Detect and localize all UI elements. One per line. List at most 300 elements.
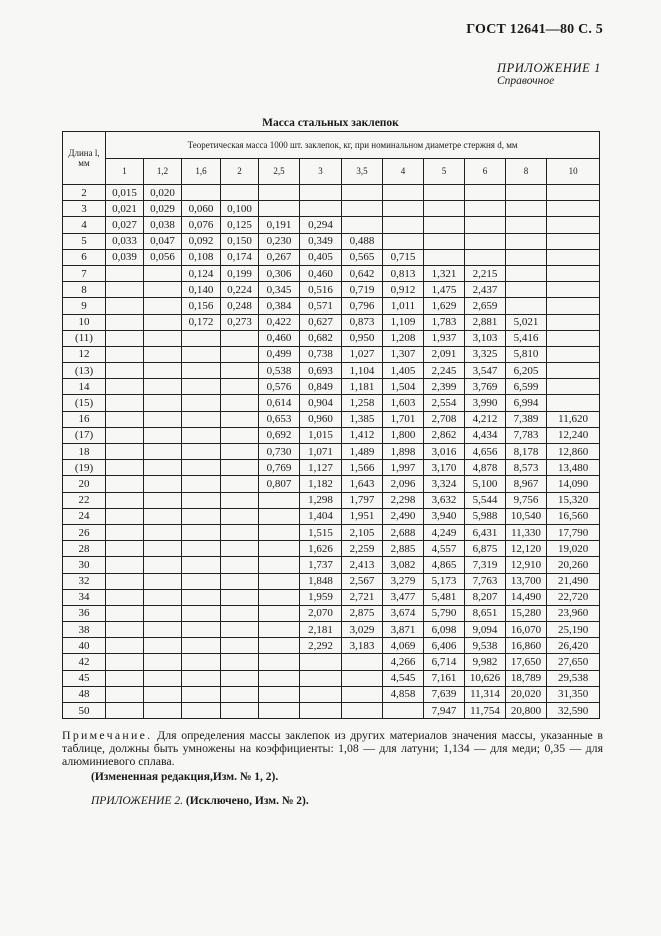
mass-cell: 6,431: [465, 524, 506, 540]
mass-cell: [182, 589, 221, 605]
mass-cell: 0,912: [383, 282, 424, 298]
mass-cell: 0,719: [342, 282, 383, 298]
mass-cell: 7,639: [424, 686, 465, 702]
mass-cell: 17,650: [506, 654, 547, 670]
mass-cell: [259, 589, 300, 605]
mass-cell: [424, 201, 465, 217]
table-row: [63, 605, 600, 621]
mass-cell: 1,504: [383, 379, 424, 395]
mass-cell: [383, 703, 424, 719]
mass-cell: [182, 444, 221, 460]
mass-cell: [300, 670, 342, 686]
mass-cell: 11,314: [465, 686, 506, 702]
mass-cell: [144, 395, 182, 411]
mass-cell: [221, 703, 259, 719]
mass-cell: 27,650: [547, 654, 600, 670]
mass-cell: 0,108: [182, 249, 221, 265]
mass-cell: [506, 249, 547, 265]
mass-cell: [424, 185, 465, 201]
mass-cell: [106, 379, 144, 395]
mass-cell: [182, 427, 221, 443]
mass-cell: 1,737: [300, 557, 342, 573]
mass-cell: 2,688: [383, 524, 424, 540]
mass-cell: [547, 185, 600, 201]
mass-cell: [259, 670, 300, 686]
length-cell: 12: [63, 346, 106, 362]
mass-cell: [506, 265, 547, 281]
mass-cell: [106, 654, 144, 670]
mass-cell: 9,094: [465, 622, 506, 638]
mass-cell: [259, 492, 300, 508]
note-paragraph: [62, 729, 603, 768]
table-row: [63, 201, 600, 217]
mass-cell: 2,292: [300, 638, 342, 654]
diameter-header-cell: 1,6: [182, 158, 221, 185]
mass-cell: 20,800: [506, 703, 547, 719]
mass-cell: 1,783: [424, 314, 465, 330]
mass-cell: 0,033: [106, 233, 144, 249]
table-row: [63, 298, 600, 314]
mass-cell: [144, 703, 182, 719]
table-row: [63, 427, 600, 443]
mass-cell: 4,069: [383, 638, 424, 654]
mass-cell: [506, 233, 547, 249]
table-row: [63, 541, 600, 557]
mass-cell: 2,413: [342, 557, 383, 573]
mass-cell: [259, 654, 300, 670]
mass-cell: [106, 427, 144, 443]
mass-cell: 7,763: [465, 573, 506, 589]
mass-cell: [144, 363, 182, 379]
mass-cell: [465, 233, 506, 249]
mass-cell: 0,047: [144, 233, 182, 249]
mass-cell: [221, 573, 259, 589]
mass-cell: [342, 703, 383, 719]
length-cell: 36: [63, 605, 106, 621]
mass-cell: 0,056: [144, 249, 182, 265]
mass-cell: 1,412: [342, 427, 383, 443]
mass-cell: 2,259: [342, 541, 383, 557]
mass-cell: 8,207: [465, 589, 506, 605]
mass-cell: 1,298: [300, 492, 342, 508]
mass-cell: 1,997: [383, 460, 424, 476]
mass-cell: 0,349: [300, 233, 342, 249]
mass-cell: 6,599: [506, 379, 547, 395]
diameter-header-cell: 10: [547, 158, 600, 185]
mass-cell: 4,434: [465, 427, 506, 443]
mass-cell: 8,967: [506, 476, 547, 492]
diameter-header-cell: 3: [300, 158, 342, 185]
mass-cell: [144, 265, 182, 281]
mass-cell: [547, 217, 600, 233]
mass-cell: 6,098: [424, 622, 465, 638]
length-cell: 4: [63, 217, 106, 233]
mass-cell: 0,273: [221, 314, 259, 330]
mass-cell: 4,865: [424, 557, 465, 573]
mass-cell: 0,769: [259, 460, 300, 476]
mass-cell: 1,104: [342, 363, 383, 379]
mass-cell: 0,682: [300, 330, 342, 346]
mass-cell: 0,460: [259, 330, 300, 346]
mass-cell: 3,940: [424, 508, 465, 524]
mass-cell: 0,653: [259, 411, 300, 427]
mass-cell: [300, 201, 342, 217]
mass-cell: 1,015: [300, 427, 342, 443]
length-cell: 14: [63, 379, 106, 395]
length-cell: 2: [63, 185, 106, 201]
mass-cell: 18,789: [506, 670, 547, 686]
table-title: Масса стальных заклепок: [262, 117, 399, 129]
mass-cell: [221, 476, 259, 492]
mass-cell: 1,385: [342, 411, 383, 427]
length-cell: 24: [63, 508, 106, 524]
mass-cell: [547, 395, 600, 411]
mass-cell: [506, 298, 547, 314]
mass-cell: 16,860: [506, 638, 547, 654]
mass-cell: 0,576: [259, 379, 300, 395]
table-row: [63, 379, 600, 395]
mass-cell: 10,626: [465, 670, 506, 686]
length-cell: 18: [63, 444, 106, 460]
mass-cell: [144, 638, 182, 654]
mass-cell: [221, 508, 259, 524]
mass-cell: [424, 249, 465, 265]
mass-cell: 1,959: [300, 589, 342, 605]
mass-cell: [182, 524, 221, 540]
mass-cell: 1,629: [424, 298, 465, 314]
mass-cell: 7,319: [465, 557, 506, 573]
mass-cell: 1,181: [342, 379, 383, 395]
mass-cell: 0,960: [300, 411, 342, 427]
mass-cell: 3,103: [465, 330, 506, 346]
mass-cell: 5,481: [424, 589, 465, 605]
mass-cell: 0,076: [182, 217, 221, 233]
length-cell: 26: [63, 524, 106, 540]
mass-cell: 0,020: [144, 185, 182, 201]
mass-cell: 5,544: [465, 492, 506, 508]
mass-cell: 15,280: [506, 605, 547, 621]
mass-cell: 0,267: [259, 249, 300, 265]
mass-cell: [182, 330, 221, 346]
mass-cell: [547, 249, 600, 265]
mass-cell: [144, 508, 182, 524]
mass-cell: 0,614: [259, 395, 300, 411]
mass-cell: [465, 201, 506, 217]
mass-cell: 0,124: [182, 265, 221, 281]
mass-cell: 31,350: [547, 686, 600, 702]
mass-cell: 6,406: [424, 638, 465, 654]
mass-cell: 2,490: [383, 508, 424, 524]
mass-cell: 3,016: [424, 444, 465, 460]
mass-cell: [221, 622, 259, 638]
mass-cell: 0,488: [342, 233, 383, 249]
mass-cell: [221, 686, 259, 702]
mass-cell: [221, 427, 259, 443]
mass-cell: 0,125: [221, 217, 259, 233]
mass-cell: 0,571: [300, 298, 342, 314]
mass-cell: 6,994: [506, 395, 547, 411]
mass-cell: 1,800: [383, 427, 424, 443]
mass-cell: 5,790: [424, 605, 465, 621]
mass-cell: [106, 411, 144, 427]
mass-cell: 8,651: [465, 605, 506, 621]
mass-cell: 9,756: [506, 492, 547, 508]
mass-cell: 1,626: [300, 541, 342, 557]
mass-cell: [106, 508, 144, 524]
note-lead: Примечание.: [62, 728, 153, 742]
mass-cell: 22,720: [547, 589, 600, 605]
mass-cell: 0,248: [221, 298, 259, 314]
mass-cell: 11,754: [465, 703, 506, 719]
mass-cell: [144, 314, 182, 330]
mass-cell: [144, 476, 182, 492]
mass-cell: [424, 233, 465, 249]
mass-cell: 0,029: [144, 201, 182, 217]
mass-cell: [383, 201, 424, 217]
mass-cell: 3,547: [465, 363, 506, 379]
mass-cell: [182, 411, 221, 427]
mass-cell: [106, 703, 144, 719]
table-row: [63, 395, 600, 411]
diameter-header-cell: 1: [106, 158, 144, 185]
mass-cell: [106, 330, 144, 346]
mass-cell: 8,573: [506, 460, 547, 476]
mass-cell: [182, 460, 221, 476]
table-row: [63, 492, 600, 508]
mass-cell: 10,540: [506, 508, 547, 524]
mass-cell: 1,937: [424, 330, 465, 346]
mass-cell: 2,721: [342, 589, 383, 605]
mass-cell: 0,021: [106, 201, 144, 217]
mass-cell: [106, 492, 144, 508]
diameter-header-cell: 5: [424, 158, 465, 185]
mass-cell: 3,990: [465, 395, 506, 411]
mass-cell: 1,405: [383, 363, 424, 379]
mass-cell: 13,700: [506, 573, 547, 589]
mass-cell: 0,150: [221, 233, 259, 249]
mass-cell: [144, 411, 182, 427]
mass-cell: 3,082: [383, 557, 424, 573]
mass-cell: [547, 314, 600, 330]
mass-cell: [144, 686, 182, 702]
appendix-label: [497, 62, 601, 88]
table-row: [63, 508, 600, 524]
mass-cell: 1,475: [424, 282, 465, 298]
length-cell: 5: [63, 233, 106, 249]
mass-cell: 3,029: [342, 622, 383, 638]
mass-cell: 0,849: [300, 379, 342, 395]
mass-cell: [106, 622, 144, 638]
mass-cell: [182, 638, 221, 654]
mass-cell: [300, 703, 342, 719]
mass-cell: 0,499: [259, 346, 300, 362]
mass-cell: [259, 605, 300, 621]
mass-cell: 0,384: [259, 298, 300, 314]
table-row: [63, 524, 600, 540]
table-row: [63, 346, 600, 362]
mass-cell: 6,714: [424, 654, 465, 670]
mass-cell: [144, 492, 182, 508]
mass-cell: 0,738: [300, 346, 342, 362]
mass-cell: [144, 346, 182, 362]
mass-cell: [144, 379, 182, 395]
mass-cell: [144, 524, 182, 540]
mass-cell: [259, 638, 300, 654]
mass-cell: 4,212: [465, 411, 506, 427]
mass-cell: 0,565: [342, 249, 383, 265]
mass-cell: [182, 492, 221, 508]
mass-cell: [106, 265, 144, 281]
mass-cell: 12,120: [506, 541, 547, 557]
mass-cell: [547, 298, 600, 314]
mass-cell: [221, 363, 259, 379]
note-text: Для определения массы заклепок из других материалов значения массы, указанные в таблице, должны быть умножены на коэффициенты: 1,08 — для латуни; 1,134 — для меди; 0,35 — для алюминиевого сплава.: [62, 728, 603, 768]
length-cell: 6: [63, 249, 106, 265]
table-row: [63, 460, 600, 476]
mass-cell: [342, 654, 383, 670]
mass-cell: [259, 524, 300, 540]
mass-cell: [259, 557, 300, 573]
length-cell: 42: [63, 654, 106, 670]
mass-cell: [144, 444, 182, 460]
mass-cell: [144, 573, 182, 589]
mass-cell: 14,090: [547, 476, 600, 492]
mass-cell: [221, 444, 259, 460]
mass-cell: [383, 233, 424, 249]
mass-cell: [383, 217, 424, 233]
mass-cell: [106, 541, 144, 557]
table-row: [63, 670, 600, 686]
mass-cell: 5,100: [465, 476, 506, 492]
diameter-header-cell: 2,5: [259, 158, 300, 185]
mass-cell: 2,399: [424, 379, 465, 395]
mass-cell: 2,215: [465, 265, 506, 281]
mass-cell: 0,693: [300, 363, 342, 379]
length-cell: 10: [63, 314, 106, 330]
mass-cell: 3,170: [424, 460, 465, 476]
mass-cell: 0,627: [300, 314, 342, 330]
mass-cell: 0,642: [342, 265, 383, 281]
diameter-header-cell: 2: [221, 158, 259, 185]
mass-cell: 4,545: [383, 670, 424, 686]
mass-cell: [182, 670, 221, 686]
mass-cell: [144, 589, 182, 605]
table-row: [63, 265, 600, 281]
table-row: [63, 589, 600, 605]
appendix-subtitle: Справочное: [496, 75, 555, 87]
mass-cell: 1,208: [383, 330, 424, 346]
mass-cell: 26,420: [547, 638, 600, 654]
mass-cell: [182, 346, 221, 362]
mass-cell: [547, 201, 600, 217]
length-cell: (15): [63, 395, 106, 411]
length-cell: (11): [63, 330, 106, 346]
mass-cell: 0,027: [106, 217, 144, 233]
mass-cell: 0,715: [383, 249, 424, 265]
length-cell: 20: [63, 476, 106, 492]
mass-cell: 2,862: [424, 427, 465, 443]
mass-cell: [547, 346, 600, 362]
mass-cell: 5,416: [506, 330, 547, 346]
mass-cell: 0,692: [259, 427, 300, 443]
mass-cell: 3,632: [424, 492, 465, 508]
mass-cell: [144, 557, 182, 573]
mass-cell: 25,190: [547, 622, 600, 638]
mass-cell: 1,258: [342, 395, 383, 411]
length-cell: (17): [63, 427, 106, 443]
mass-cell: [106, 638, 144, 654]
mass-cell: 16,070: [506, 622, 547, 638]
mass-cell: [144, 654, 182, 670]
length-cell: 7: [63, 265, 106, 281]
mass-cell: 5,021: [506, 314, 547, 330]
table-row: [63, 314, 600, 330]
table-row: [63, 573, 600, 589]
mass-cell: 0,140: [182, 282, 221, 298]
mass-cell: 0,038: [144, 217, 182, 233]
mass-cell: 1,515: [300, 524, 342, 540]
mass-cell: [547, 233, 600, 249]
mass-cell: 2,708: [424, 411, 465, 427]
mass-cell: 0,538: [259, 363, 300, 379]
mass-cell: [144, 282, 182, 298]
mass-cell: [547, 379, 600, 395]
mass-cell: 7,783: [506, 427, 547, 443]
mass-cell: 1,643: [342, 476, 383, 492]
mass-cell: [300, 654, 342, 670]
mass-cell: [259, 541, 300, 557]
mass-cell: 6,875: [465, 541, 506, 557]
mass-cell: [106, 314, 144, 330]
mass-cell: 20,260: [547, 557, 600, 573]
length-cell: 3: [63, 201, 106, 217]
mass-cell: 1,566: [342, 460, 383, 476]
mass-cell: [221, 330, 259, 346]
revision-note: (Измененная редакция,Изм. № 1, 2).: [91, 771, 279, 783]
mass-cell: [547, 330, 600, 346]
mass-cell: [465, 249, 506, 265]
mass-cell: 3,871: [383, 622, 424, 638]
mass-cell: 1,603: [383, 395, 424, 411]
mass-cell: 17,790: [547, 524, 600, 540]
mass-cell: 2,554: [424, 395, 465, 411]
mass-cell: 15,320: [547, 492, 600, 508]
diameter-header-cell: 1,2: [144, 158, 182, 185]
mass-cell: 1,027: [342, 346, 383, 362]
mass-cell: 3,674: [383, 605, 424, 621]
mass-cell: [259, 573, 300, 589]
mass-cell: 23,960: [547, 605, 600, 621]
mass-cell: 3,183: [342, 638, 383, 654]
mass-cell: 1,071: [300, 444, 342, 460]
appendix2-note: [91, 795, 309, 807]
mass-cell: [221, 524, 259, 540]
table-row: [63, 363, 600, 379]
mass-cell: [259, 185, 300, 201]
mass-cell: [182, 476, 221, 492]
mass-cell: [259, 201, 300, 217]
mass-cell: 1,848: [300, 573, 342, 589]
mass-cell: 2,298: [383, 492, 424, 508]
table-row: [63, 185, 600, 201]
mass-cell: 1,011: [383, 298, 424, 314]
table-row: [63, 444, 600, 460]
mass-cell: [221, 654, 259, 670]
mass-cell: [106, 395, 144, 411]
mass-cell: 1,951: [342, 508, 383, 524]
mass-cell: [106, 460, 144, 476]
mass-cell: 3,477: [383, 589, 424, 605]
